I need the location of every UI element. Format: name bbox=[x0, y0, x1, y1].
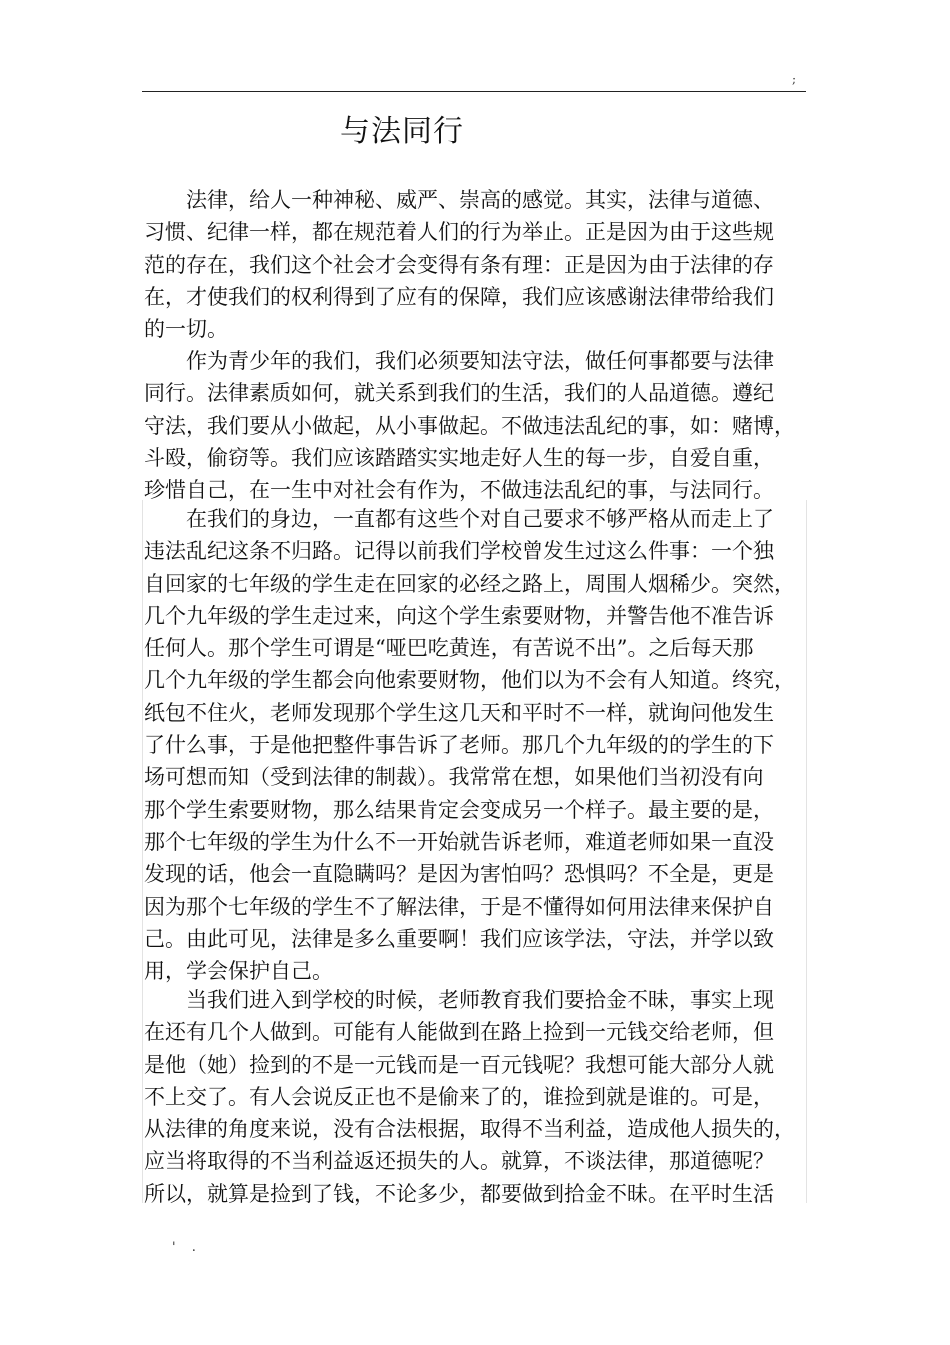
paragraph-line: 所以，就算是捡到了钱，不论多少，都要做到拾金不昧。在平时生活 bbox=[144, 1181, 774, 1206]
paragraph-line: 那个学生索要财物，那么结果肯定会变成另一个样子。最主要的是， bbox=[144, 797, 774, 822]
paragraph-line: 斗殴，偷窃等。我们应该踏踏实实地走好人生的每一步，自爱自重， bbox=[144, 445, 774, 470]
paragraph-line: 习惯、纪律一样，都在规范着人们的行为举止。正是因为由于这些规 bbox=[144, 220, 774, 245]
paragraph-line: 己。由此可见，法律是多么重要啊！我们应该学法，守法，并学以致 bbox=[144, 926, 774, 951]
paragraph-line: 在我们的身边，一直都有这些个对自己要求不够严格从而走上了 bbox=[144, 507, 774, 531]
document-title: 与法同行 bbox=[340, 114, 464, 149]
footer-mark: ' . bbox=[172, 1240, 202, 1255]
paragraph-line: 几个九年级的学生走过来，向这个学生索要财物，并警告他不准告诉 bbox=[144, 603, 774, 628]
scan-edge-right bbox=[806, 500, 807, 1203]
paragraph-line: 在还有几个人做到。可能有人能做到在路上捡到一元钱交给老师，但 bbox=[144, 1020, 774, 1045]
paragraph-line: 从法律的角度来说，没有合法根据，取得不当利益，造成他人损失的， bbox=[144, 1117, 795, 1142]
header-rule bbox=[142, 91, 806, 92]
paragraph-line: 作为青少年的我们，我们必须要知法守法，做任何事都要与法律 bbox=[144, 349, 774, 373]
paragraph-line: 珍惜自己，在一生中对社会有作为，不做违法乱纪的事，与法同行。 bbox=[144, 478, 774, 503]
paragraph-line: 法律，给人一种神秘、威严、崇高的感觉。其实，法律与道德、 bbox=[144, 188, 774, 212]
scan-edge-left bbox=[142, 500, 143, 1203]
paragraph-line: 是他（她）捡到的不是一元钱而是一百元钱呢？我想可能大部分人就 bbox=[144, 1052, 774, 1077]
paragraph-line: 不上交了。有人会说反正也不是偷来了的，谁捡到就是谁的。可是， bbox=[144, 1084, 774, 1109]
paragraph-line: 在，才使我们的权利得到了应有的保障，我们应该感谢法律带给我们 bbox=[144, 284, 774, 309]
paragraph-line: 同行。法律素质如何，就关系到我们的生活，我们的人品道德。遵纪 bbox=[144, 381, 774, 406]
paragraph-1 bbox=[144, 184, 774, 345]
paragraph-line: 自回家的七年级的学生走在回家的必经之路上，周围人烟稀少。突然， bbox=[144, 571, 795, 596]
paragraph-line: 范的存在，我们这个社会才会变得有条有理：正是因为由于法律的存 bbox=[144, 252, 774, 277]
paragraph-line: 场可想而知（受到法律的制裁）。我常常在想，如果他们当初没有向 bbox=[144, 765, 764, 790]
paragraph-line: 了什么事，于是他把整件事告诉了老师。那几个九年级的的学生的下 bbox=[144, 733, 774, 758]
paragraph-4 bbox=[144, 984, 795, 1210]
paragraph-line: 用，学会保护自己。 bbox=[144, 959, 333, 984]
header-mark: ; bbox=[792, 72, 797, 86]
paragraph-line: 因为那个七年级的学生不了解法律，于是不懂得如何用法律来保护自 bbox=[144, 894, 774, 919]
paragraph-line: 那个七年级的学生为什么不一开始就告诉老师，难道老师如果一直没 bbox=[144, 829, 774, 854]
paragraph-line: 违法乱纪这条不归路。记得以前我们学校曾发生过这么件事：一个独 bbox=[144, 539, 774, 564]
paragraph-line: 任何人。那个学生可谓是“哑巴吃黄连，有苦说不出”。之后每天那 bbox=[144, 636, 754, 661]
paragraph-line: 几个九年级的学生都会向他索要财物，他们以为不会有人知道。终究， bbox=[144, 668, 795, 693]
paragraph-3 bbox=[144, 503, 795, 987]
paragraph-line: 纸包不住火，老师发现那个学生这几天和平时不一样，就询问他发生 bbox=[144, 700, 774, 725]
paragraph-line: 应当将取得的不当利益返还损失的人。就算，不谈法律，那道德呢？ bbox=[144, 1149, 774, 1174]
paragraph-line: 发现的话，他会一直隐瞒吗？是因为害怕吗？恐惧吗？不全是，更是 bbox=[144, 862, 774, 887]
paragraph-line: 的一切。 bbox=[144, 317, 228, 342]
paragraph-line: 守法，我们要从小做起，从小事做起。不做违法乱纪的事，如：赌博， bbox=[144, 413, 795, 438]
paragraph-line: 当我们进入到学校的时候，老师教育我们要拾金不昧，事实上现 bbox=[144, 988, 774, 1012]
paragraph-2 bbox=[144, 345, 795, 506]
